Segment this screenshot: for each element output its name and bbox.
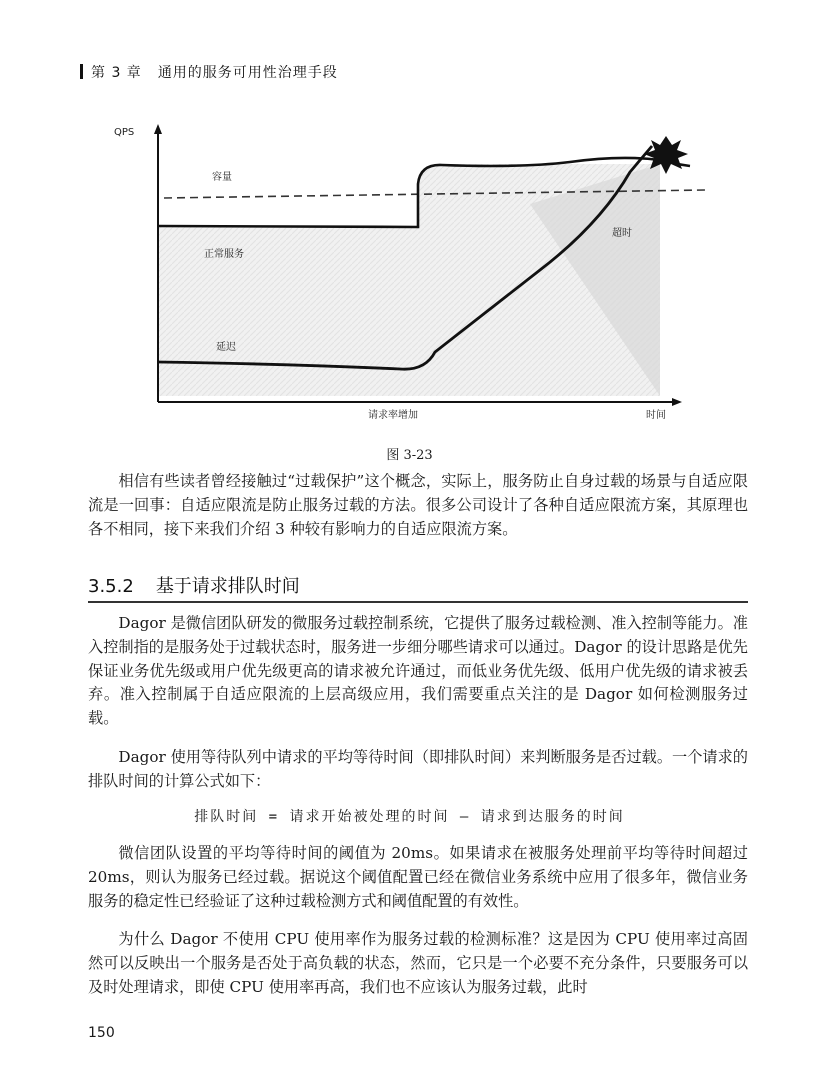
timeout-label: 超时	[612, 228, 632, 239]
paragraph-2: Dagor 是微信团队研发的微服务过载控制系统，它提供了服务过载检测、准入控制等能力。准入控制指的是服务处于过载状态时，服务进一步细分哪些请求可以通过。Dagor 的设计思路是优先保证业务优先级或用户优先级更高的请求被允许通过，而低业务优先级、低用户优先级的请求被丢弃。准入控制属于自适应限流的上层高级应用，我们需要重点关注的是 Dagor 如何检测服务过载。	[88, 614, 748, 728]
x-axis-end-label: 时间	[646, 410, 666, 420]
figure-caption: 图 3-23	[386, 448, 433, 463]
paragraph-5: 为什么 Dagor 不使用 CPU 使用率作为服务过载的检测标准？这是因为 CPU 使用率过高固然可以反映出一个服务是否处于高负载的状态，然而，它只是一个必要不充分条件，只要服务可以及时处理请求，即使 CPU 使用率再高，我们也不应该认为服务过载，此时	[88, 930, 748, 996]
queue-time-formula: 排队时间 = 请求开始被处理的时间 – 请求到达服务的时间	[194, 809, 625, 825]
chapter-title: 通用的服务可用性治理手段	[157, 65, 338, 81]
running-header	[80, 62, 338, 82]
paragraph-3: Dagor 使用等待队列中请求的平均等待时间（即排队时间）来判断服务是否过载。一个请求的排队时间的计算公式如下：	[88, 748, 748, 790]
section-title: 基于请求排队时间	[155, 576, 300, 597]
chapter-number: 第 3 章	[91, 65, 142, 81]
y-axis-arrow	[154, 124, 162, 134]
x-axis-label: 请求率增加	[368, 410, 418, 420]
latency-label: 延迟	[216, 342, 236, 353]
explosion-icon	[644, 136, 688, 174]
paragraph-4: 微信团队设置的平均等待时间的阈值为 20ms。如果请求在被服务处理前平均等待时间超过 20ms，则认为服务已经过载。据说这个阈值配置已经在微信业务系统中应用了很多年，微信业务服务的稳定性已经验证了这种过载检测方式和阈值配置的有效性。	[88, 844, 748, 910]
section-heading	[88, 572, 748, 603]
section-number: 3.5.2	[88, 576, 134, 597]
page-number: 150	[88, 1025, 115, 1041]
header-bar	[80, 64, 83, 79]
x-axis-arrow	[672, 398, 682, 406]
figure-3-23	[100, 120, 720, 420]
normal-service-label: 正常服务	[204, 249, 244, 260]
paragraph-1: 相信有些读者曾经接触过“过载保护”这个概念，实际上，服务防止自身过载的场景与自适应限流是一回事：自适应限流是防止服务过载的方法。很多公司设计了各种自适应限流方案，其原理也各不相同，接下来我们介绍 3 种较有影响力的自适应限流方案。	[88, 472, 748, 538]
y-axis-label: QPS	[114, 127, 135, 138]
capacity-label: 容量	[212, 172, 232, 183]
